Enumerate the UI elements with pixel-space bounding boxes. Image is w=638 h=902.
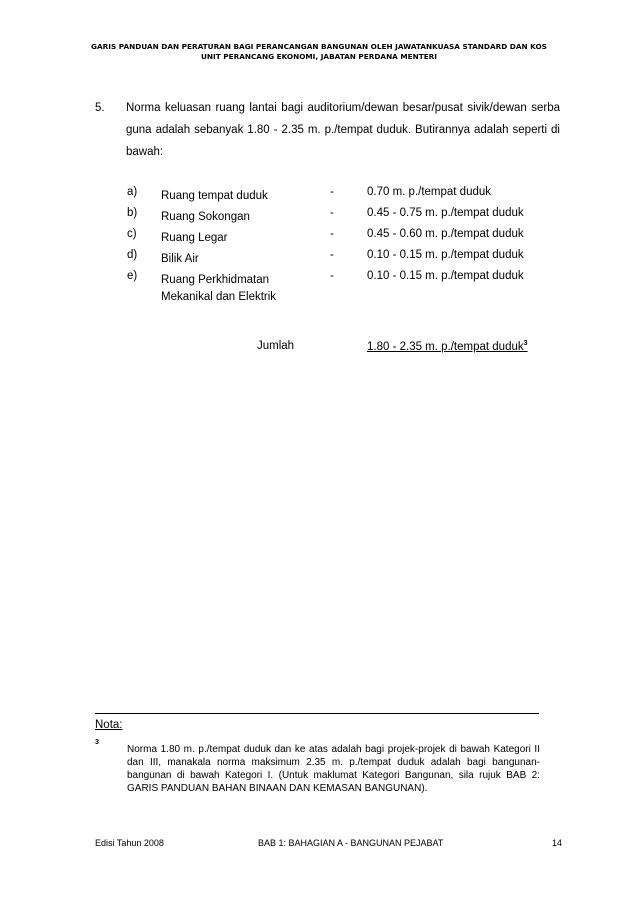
header-line-1: GARIS PANDUAN DAN PERATURAN BAGI PERANCANGAN BANGUNAN OLEH JAWATANKUASA STANDARD DAN KOS (91, 42, 547, 51)
item-value: 0.45 - 0.75 m. p./tempat duduk (367, 207, 524, 219)
total-value-text: 1.80 - 2.35 m. p./tempat duduk (367, 341, 524, 353)
list-item (127, 186, 567, 207)
item-dash: - (330, 186, 334, 198)
breakdown-list (127, 186, 567, 314)
paragraph-text: Norma keluasan ruang lantai bagi auditorium/dewan besar/pusat sivik/dewan serba guna adalah sebanyak 1.80 - 2.35 m. p./tempat duduk. Butirannya adalah seperti di bawah: (126, 102, 560, 158)
footnote-heading: Nota: (95, 719, 123, 731)
list-item (127, 270, 567, 314)
item-letter: b) (127, 207, 138, 219)
item-dash: - (330, 249, 334, 261)
item-dash: - (330, 270, 334, 282)
item-letter: d) (127, 249, 138, 261)
item-name: Ruang tempat duduk (161, 190, 268, 202)
header-line-2: UNIT PERANCANG EKONOMI, JABATAN PERDANA MENTERI (200, 52, 438, 61)
footnote-mark: 3 (95, 739, 99, 746)
running-header (0, 42, 638, 62)
footnote-reference[interactable]: 3 (523, 340, 528, 347)
item-name: Ruang Sokongan (161, 211, 250, 223)
item-letter: a) (127, 186, 138, 198)
page-number: 14 (552, 838, 563, 848)
footnote-text: Norma 1.80 m. p./tempat duduk dan ke atas adalah bagi projek-projek di bawah Kategori II dan III, manakala norma maksimum 2.35 m. p./tempat duduk adalah bagi bangunan-bangunan di bawah Kategori I. (Untuk maklumat Kategori Bangunan, sila rujuk BAB 2: GARIS PANDUAN BAHAN BINAAN DAN KEMASAN BANGUNAN). (127, 744, 540, 794)
item-value: 0.45 - 0.60 m. p./tempat duduk (367, 228, 524, 240)
item-value: 0.70 m. p./tempat duduk (367, 186, 492, 198)
item-dash: - (330, 228, 334, 240)
footnote-divider (95, 713, 539, 714)
total-label: Jumlah (257, 340, 295, 352)
paragraph-number: 5. (95, 102, 105, 114)
item-name: Ruang Perkhidmatan (161, 274, 270, 286)
item-letter: c) (127, 228, 137, 240)
list-item (127, 207, 567, 228)
item-dash: - (330, 207, 334, 219)
footer-edition: Edisi Tahun 2008 (95, 838, 164, 848)
item-name-line-2: Mekanikal dan Elektrik (161, 291, 277, 303)
item-value: 0.10 - 0.15 m. p./tempat duduk (367, 249, 524, 261)
list-item (127, 228, 567, 249)
item-value: 0.10 - 0.15 m. p./tempat duduk (367, 270, 524, 282)
total-value (367, 340, 528, 353)
item-name: Bilik Air (161, 253, 199, 265)
item-letter: e) (127, 270, 138, 282)
list-item (127, 249, 567, 270)
footer-chapter: BAB 1: BAHAGIAN A - BANGUNAN PEJABAT (258, 838, 444, 848)
item-name: Ruang Legar (161, 232, 228, 244)
